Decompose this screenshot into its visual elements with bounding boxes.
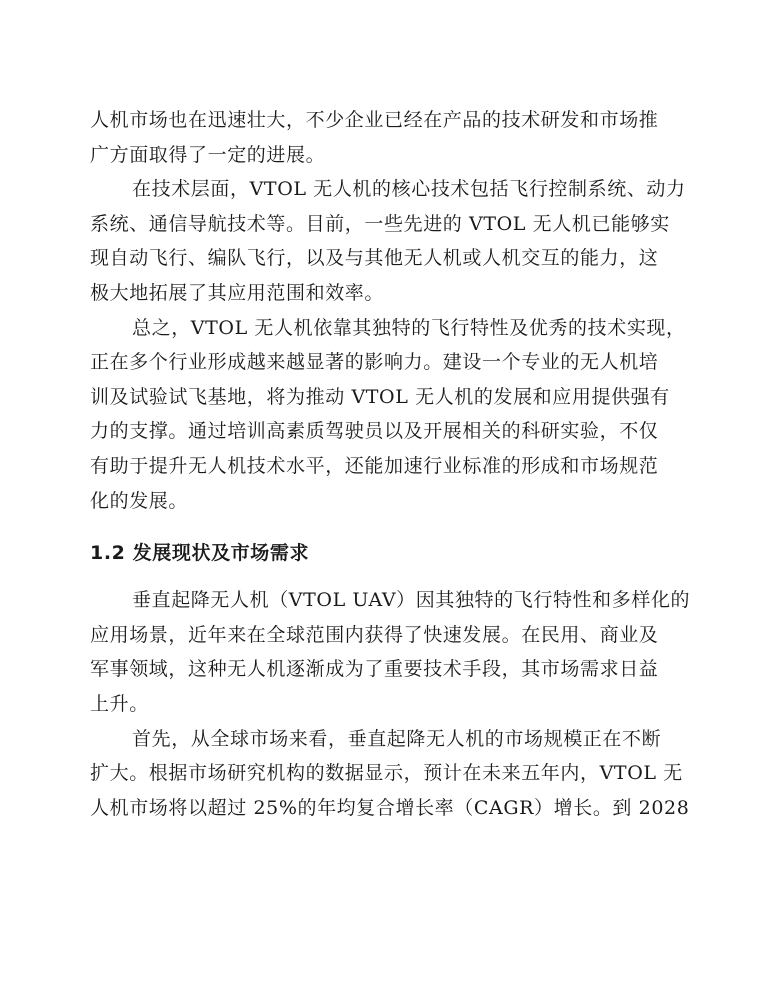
text-line: 极大地拓展了其应用范围和效率。	[90, 281, 385, 304]
text-line: 现自动飞行、编队飞行，以及与其他无人机或人机交互的能力，这	[90, 247, 659, 270]
text-line: 总之，VTOL 无人机依靠其独特的飞行特性及优秀的技术实现，	[132, 316, 686, 339]
text-line: 系统、通信导航技术等。目前，一些先进的 VTOL 无人机已能够实	[90, 212, 670, 235]
text-line: 化的发展。	[90, 489, 189, 512]
text-line: 应用场景，近年来在全球范围内获得了快速发展。在民用、商业及	[90, 623, 659, 646]
text-line: 正在多个行业形成越来越显著的影响力。建设一个专业的无人机培	[90, 351, 659, 374]
text-line: 训及试验试飞基地，将为推动 VTOL 无人机的发展和应用提供强有	[90, 385, 670, 408]
paragraph	[90, 311, 686, 519]
body-text-top	[90, 103, 686, 518]
text-line: 首先，从全球市场来看，垂直起降无人机的市场规模正在不断	[132, 727, 662, 750]
text-line: 有助于提升无人机技术水平，还能加速行业标准的形成和市场规范	[90, 454, 659, 477]
paragraph	[90, 722, 690, 826]
text-line: 扩大。根据市场研究机构的数据显示，预计在未来五年内，VTOL 无	[90, 762, 683, 785]
text-line: 军事领域，这种无人机逐渐成为了重要技术手段，其市场需求日益	[90, 658, 659, 681]
body-text-bottom	[90, 583, 691, 825]
text-line: 人机市场将以超过 25%的年均复合增长率（CAGR）增长。到 2028	[90, 796, 690, 819]
paragraph	[90, 172, 686, 310]
text-line: 在技术层面，VTOL 无人机的核心技术包括飞行控制系统、动力	[132, 178, 686, 201]
section-heading: 1.2 发展现状及市场需求	[90, 542, 310, 565]
text-line: 人机市场也在迅速壮大，不少企业已经在产品的技术研发和市场推	[90, 109, 659, 131]
text-line: 广方面取得了一定的进展。	[90, 143, 326, 166]
text-line: 上升。	[90, 692, 149, 715]
text-line: 力的支撑。通过培训高素质驾驶员以及开展相关的科研实验，不仅	[90, 420, 659, 443]
text-line: 垂直起降无人机（VTOL UAV）因其独特的飞行特性和多样化的	[132, 589, 691, 612]
paragraph	[90, 583, 691, 721]
paragraph	[90, 103, 676, 172]
document-page	[90, 103, 691, 825]
